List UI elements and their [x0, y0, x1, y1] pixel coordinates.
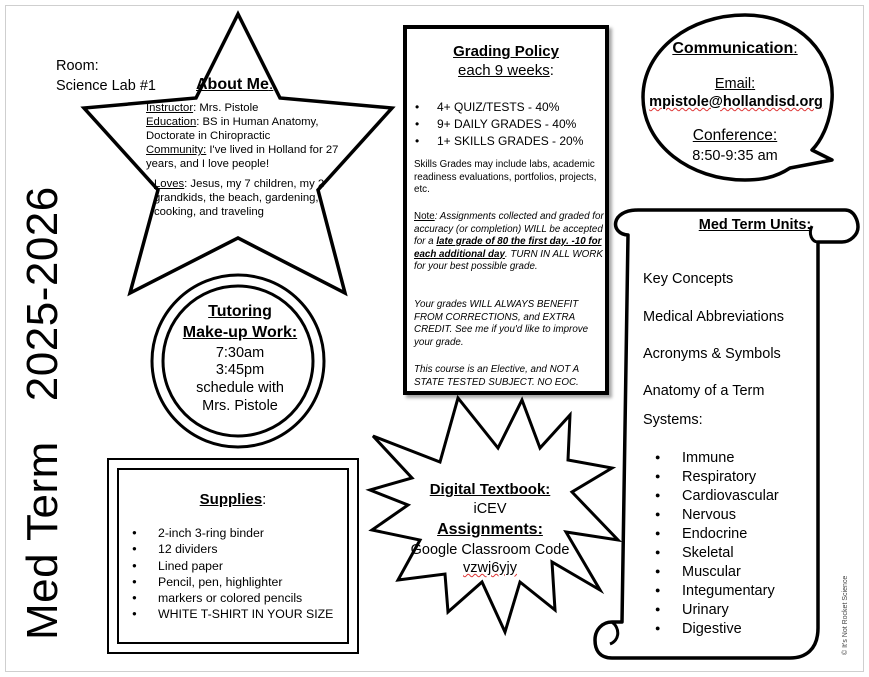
- communication-title: Communication:: [672, 40, 798, 57]
- systems-label: Systems:: [643, 412, 703, 428]
- grading-item: • 1+ SKILLS GRADES - 20%: [415, 133, 583, 150]
- instructor-label: Instructor: [146, 102, 194, 114]
- room-label-text: Room:: [56, 58, 99, 74]
- conference-time: 8:50-9:35 am: [692, 148, 778, 164]
- system-item: ● Digestive: [655, 619, 779, 638]
- units-title: Med Term Units:: [698, 217, 812, 233]
- systems-list: [655, 448, 779, 638]
- course-title: Med Term: [18, 441, 67, 640]
- unit-item: Medical Abbreviations: [643, 309, 785, 325]
- tutoring-schedule: schedule with: [196, 380, 284, 396]
- email-label: Email:: [714, 76, 756, 92]
- system-item: ● Nervous: [655, 505, 779, 524]
- grading-list: [415, 99, 583, 150]
- supply-item: ● 2-inch 3-ring binder: [132, 525, 333, 541]
- makeup-title: Make-up Work:: [182, 324, 298, 341]
- loves-label: Loves: [154, 178, 185, 190]
- supplies-list: [132, 525, 333, 623]
- assignments-title: Assignments:: [437, 521, 543, 538]
- community-label: Community:: [146, 144, 207, 156]
- copyright: © It's Not Rocket Science: [842, 575, 849, 655]
- community-value: I've lived in Holland for 27 years, and I love people!: [146, 144, 339, 170]
- grading-title: Grading Policy: [453, 43, 559, 60]
- grading-subtitle: each 9 weeks:: [458, 62, 554, 79]
- late-work-note: Note: Assignments collected and graded for accuracy (or completion) WILL be accepted for a late grade of 80 the first day. -10 for each additional day. TURN IN ALL WORK for your best possible grade.: [414, 211, 604, 272]
- about-body: [146, 101, 346, 225]
- instructor-value: : Mrs. Pistole: [193, 102, 259, 114]
- classroom-label: Google Classroom Code: [410, 542, 570, 558]
- elective-note: This course is an Elective, and NOT A STATE TESTED SUBJECT. NO EOC.: [414, 364, 579, 388]
- loves-value: : Jesus, my 7 children, my 2 grandkids, the beach, gardening, cooking, and traveling: [154, 178, 325, 218]
- grading-item: • 4+ QUIZ/TESTS - 40%: [415, 99, 583, 116]
- unit-item: Key Concepts: [643, 271, 734, 287]
- education-label: Education: [146, 116, 197, 128]
- system-item: ● Respiratory: [655, 467, 779, 486]
- email-address[interactable]: mpistole@hollandisd.org: [649, 94, 823, 110]
- conference-label: Conference:: [692, 127, 778, 144]
- tutoring-time: 7:30am: [215, 345, 265, 361]
- corrections-note: Your grades WILL ALWAYS BENEFIT FROM CORRECTIONS, and EXTRA CREDIT. See me if you'd like to improve your grade.: [414, 299, 589, 348]
- system-item: ● Skeletal: [655, 543, 779, 562]
- textbook-name: iCEV: [473, 501, 507, 517]
- supply-item: ● Lined paper: [132, 558, 333, 574]
- system-item: ● Immune: [655, 448, 779, 467]
- tutoring-schedule: Mrs. Pistole: [202, 398, 278, 414]
- supply-item: ● Pencil, pen, highlighter: [132, 574, 333, 590]
- room-value: Science Lab #1: [56, 78, 156, 94]
- supply-item: ● markers or colored pencils: [132, 590, 333, 606]
- school-year: 2025-2026: [18, 186, 67, 402]
- grading-policy-box: [403, 25, 609, 395]
- about-title: About Me:: [196, 76, 274, 93]
- education-value: : BS in Human Anatomy, Doctorate in Chiropractic: [146, 116, 319, 142]
- textbook-title: Digital Textbook:: [429, 481, 551, 498]
- unit-item: Acronyms & Symbols: [643, 346, 781, 362]
- grading-item: • 9+ DAILY GRADES - 40%: [415, 116, 583, 133]
- supplies-title: Supplies:: [199, 491, 267, 508]
- unit-item: Anatomy of a Term: [643, 383, 765, 399]
- classroom-code: vzwj6yjy: [463, 560, 517, 576]
- system-item: ● Urinary: [655, 600, 779, 619]
- supply-item: ● 12 dividers: [132, 541, 333, 557]
- system-item: ● Endocrine: [655, 524, 779, 543]
- about-title-text: About Me: [196, 76, 269, 93]
- tutoring-time: 3:45pm: [215, 362, 265, 378]
- system-item: ● Integumentary: [655, 581, 779, 600]
- tutoring-title: Tutoring: [208, 303, 272, 320]
- skills-note: Skills Grades may include labs, academic readiness evaluations, portfolios, projects, etc.: [414, 159, 597, 195]
- supply-item: ● WHITE T-SHIRT IN YOUR SIZE: [132, 606, 333, 622]
- system-item: ● Muscular: [655, 562, 779, 581]
- system-item: ● Cardiovascular: [655, 486, 779, 505]
